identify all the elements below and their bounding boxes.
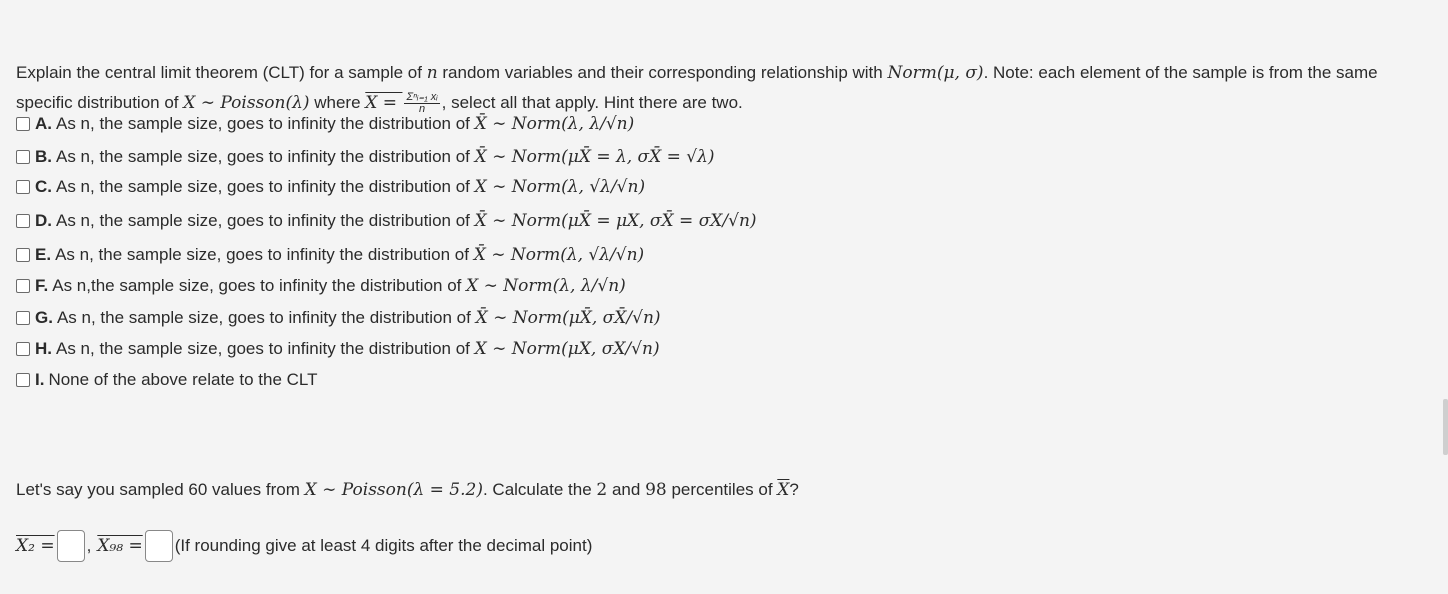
option-h-checkbox[interactable] xyxy=(16,342,30,356)
rounding-note: (If rounding give at least 4 digits after the decimal point) xyxy=(174,536,593,555)
question-1-line-1: Explain the central limit theorem (CLT) for a sample of n random variables and their corresponding relationship with Norm(μ, σ). Note: each element of the sample is from the same xyxy=(16,63,1378,83)
option-e-checkbox[interactable] xyxy=(16,248,30,262)
option-f[interactable]: F. As n,the sample size, goes to infinity the distribution of X ∼ Norm(λ, λ/√n) xyxy=(16,276,626,296)
option-i-checkbox[interactable] xyxy=(16,373,30,387)
option-a-checkbox[interactable] xyxy=(16,117,30,131)
question-1-line-2: specific distribution of X ∼ Poisson(λ) where X = $\frac{\text{Σⁿᵢ₌₁ xᵢ}}{n}$ , select all that apply. Hint there are two. xyxy=(16,91,743,116)
option-i[interactable]: I. None of the above relate to the CLT xyxy=(16,370,317,390)
x98-answer-input[interactable] xyxy=(145,530,173,562)
option-d[interactable]: D. As n, the sample size, goes to infinity the distribution of X̄ ∼ Norm(μX̄ = μX, σX̄ = σX/√n) xyxy=(16,211,757,231)
x2-label: X₂ = xyxy=(16,536,55,556)
x98-label: X₉₈ = xyxy=(97,536,143,556)
sum-fraction: $\frac{\text{Σⁿᵢ₌₁ xᵢ}}{n}$ xyxy=(406,91,438,116)
option-d-checkbox[interactable] xyxy=(16,214,30,228)
option-c-checkbox[interactable] xyxy=(16,180,30,194)
answer-row: X₂ = , X₉₈ = (If rounding give at least 4 digits after the decimal point) xyxy=(16,530,592,562)
option-a[interactable]: A. As n, the sample size, goes to infinity the distribution of X̄ ∼ Norm(λ, λ/√n) xyxy=(16,114,634,134)
option-f-checkbox[interactable] xyxy=(16,279,30,293)
option-g[interactable]: G. As n, the sample size, goes to infinity the distribution of X̄ ∼ Norm(μX̄, σX̄/√n) xyxy=(16,308,661,328)
option-e[interactable]: E. As n, the sample size, goes to infinity the distribution of X̄ ∼ Norm(λ, √λ/√n) xyxy=(16,245,644,265)
option-g-checkbox[interactable] xyxy=(16,311,30,325)
x2-answer-input[interactable] xyxy=(57,530,85,562)
scrollbar-handle[interactable] xyxy=(1443,399,1448,455)
option-c[interactable]: C. As n, the sample size, goes to infinity the distribution of X ∼ Norm(λ, √λ/√n) xyxy=(16,177,645,197)
option-h[interactable]: H. As n, the sample size, goes to infinity the distribution of X ∼ Norm(μX, σX/√n) xyxy=(16,339,660,359)
option-b-checkbox[interactable] xyxy=(16,150,30,164)
option-b[interactable]: B. As n, the sample size, goes to infinity the distribution of X̄ ∼ Norm(μX̄ = λ, σX̄ = √λ) xyxy=(16,147,715,167)
question-1-text xyxy=(16,58,1436,118)
question-2-text: Let's say you sampled 60 values from X ∼ Poisson(λ = 5.2). Calculate the 2 and 98 percentiles of $\overline{X}$? xyxy=(16,480,799,500)
